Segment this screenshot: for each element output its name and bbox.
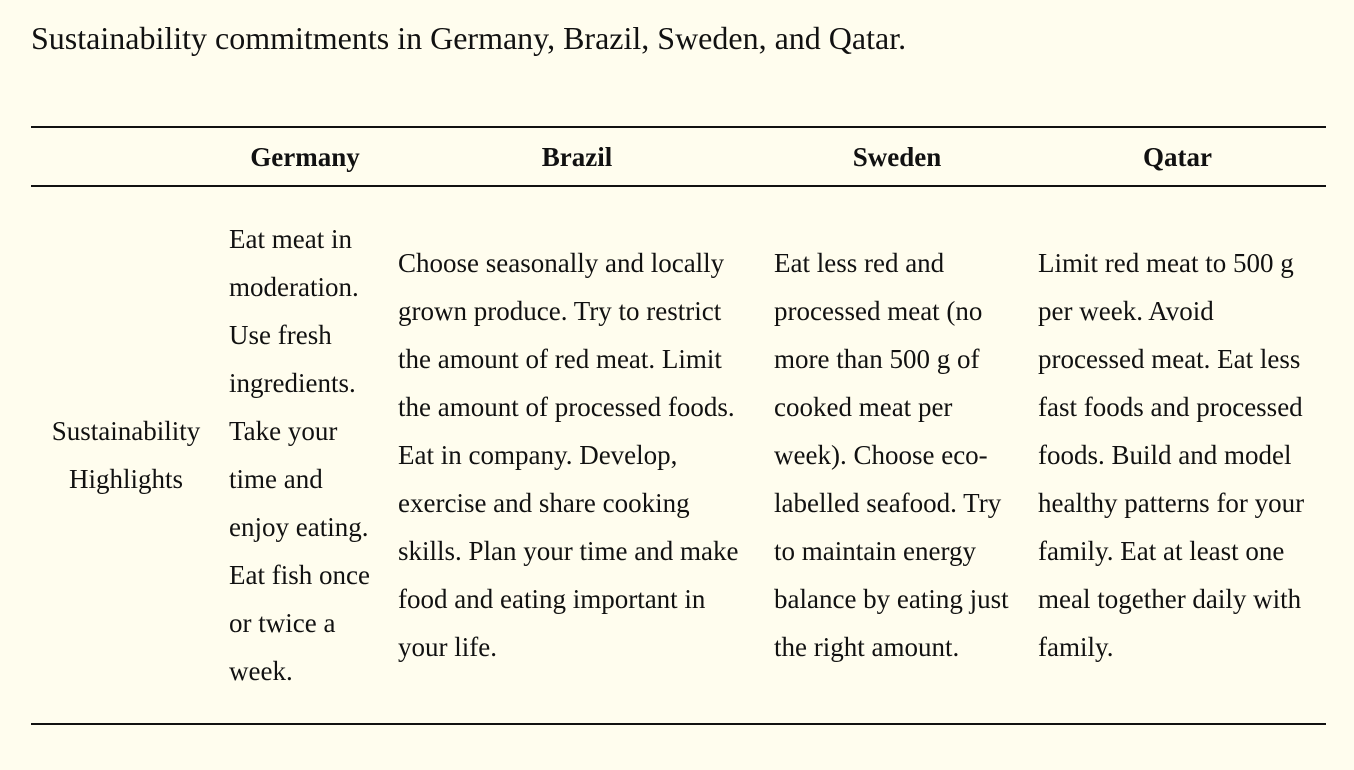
table-row <box>31 186 1326 724</box>
header-germany: Germany <box>221 127 389 186</box>
row-label: Sustainability Highlights <box>31 186 221 724</box>
header-empty <box>31 127 221 186</box>
cell-germany: Eat meat in moderation. Use fresh ingredients. Take your time and enjoy eating. Eat fish once or twice a week. <box>221 186 389 724</box>
sustainability-table <box>31 126 1326 725</box>
header-sweden: Sweden <box>765 127 1029 186</box>
table-header-row <box>31 127 1326 186</box>
cell-sweden: Eat less red and processed meat (no more than 500 g of cooked meat per week). Choose eco-labelled seafood. Try to maintain energy balance by eating just the right amount. <box>765 186 1029 724</box>
table-caption: Sustainability commitments in Germany, Brazil, Sweden, and Qatar. <box>31 20 907 56</box>
header-qatar: Qatar <box>1029 127 1326 186</box>
cell-qatar: Limit red meat to 500 g per week. Avoid processed meat. Eat less fast foods and processed foods. Build and model healthy patterns for your family. Eat at least one meal together daily with family. <box>1029 186 1326 724</box>
cell-brazil: Choose seasonally and locally grown produce. Try to restrict the amount of red meat. Limit the amount of processed foods. Eat in company. Develop, exercise and share cooking skills. Plan your time and make food and eating important in your life. <box>389 186 765 724</box>
header-brazil: Brazil <box>389 127 765 186</box>
